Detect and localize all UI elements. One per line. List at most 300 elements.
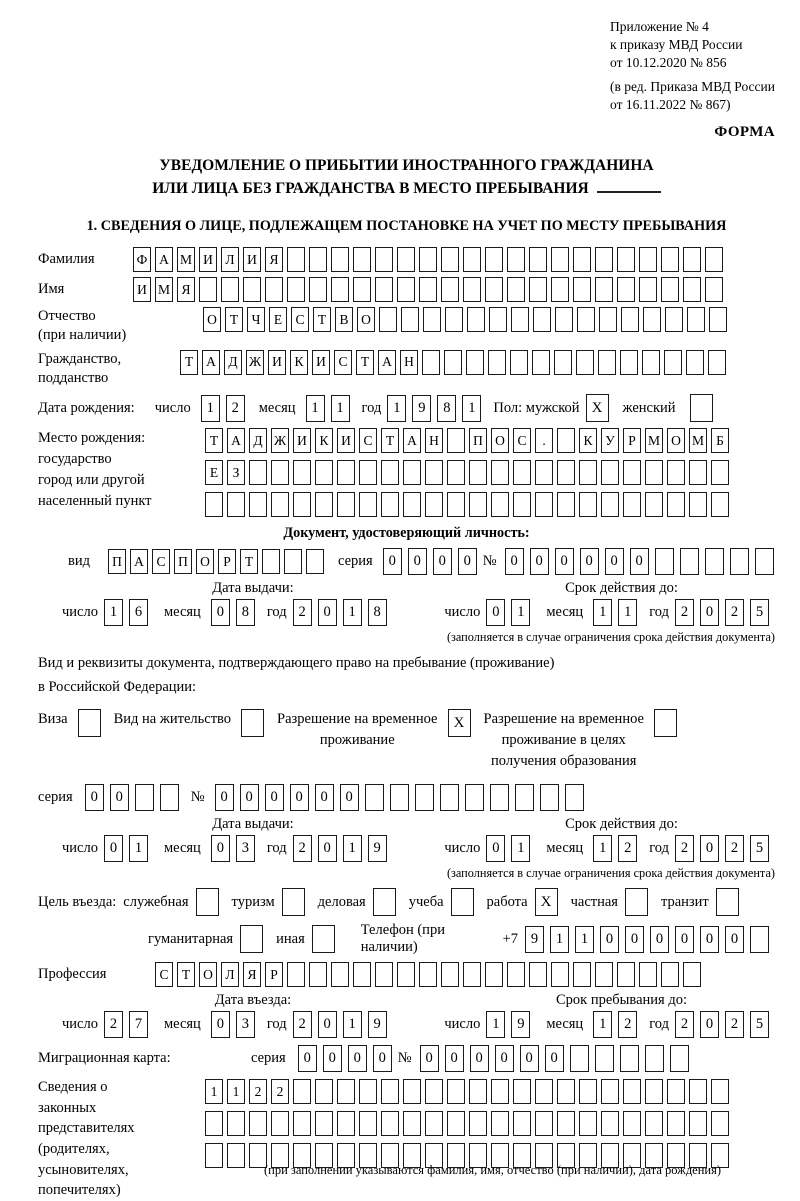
char-box[interactable] <box>554 350 572 375</box>
char-box[interactable]: 2 <box>618 1011 637 1038</box>
char-box[interactable]: 2 <box>293 599 312 626</box>
char-box[interactable]: 0 <box>486 835 505 862</box>
char-box[interactable] <box>425 1111 443 1136</box>
char-box[interactable]: 0 <box>373 1045 392 1072</box>
char-box[interactable] <box>293 460 311 485</box>
char-box[interactable]: 5 <box>750 1011 769 1038</box>
char-box[interactable] <box>293 1111 311 1136</box>
char-box[interactable] <box>573 962 591 987</box>
char-box[interactable]: Д <box>224 350 242 375</box>
char-box[interactable] <box>227 1143 245 1168</box>
char-box[interactable] <box>287 247 305 272</box>
char-box[interactable]: 0 <box>470 1045 489 1072</box>
char-box[interactable]: Я <box>177 277 195 302</box>
char-box[interactable]: 0 <box>630 548 649 575</box>
char-box[interactable]: 1 <box>618 599 637 626</box>
visa-checkbox[interactable] <box>78 709 101 737</box>
char-box[interactable] <box>491 492 509 517</box>
purpose-humanitarian-checkbox[interactable] <box>240 925 263 953</box>
char-box[interactable]: 9 <box>368 835 387 862</box>
char-box[interactable] <box>243 277 261 302</box>
char-box[interactable]: Е <box>205 460 223 485</box>
char-box[interactable] <box>205 1111 223 1136</box>
char-box[interactable]: 0 <box>458 548 477 575</box>
char-box[interactable] <box>599 307 617 332</box>
char-box[interactable]: П <box>174 549 192 574</box>
char-box[interactable] <box>511 307 529 332</box>
char-box[interactable] <box>415 784 434 811</box>
char-box[interactable]: М <box>177 247 195 272</box>
char-box[interactable] <box>579 460 597 485</box>
char-box[interactable] <box>711 460 729 485</box>
char-box[interactable] <box>705 247 723 272</box>
char-box[interactable]: 0 <box>650 926 669 953</box>
char-box[interactable] <box>535 1079 553 1104</box>
char-box[interactable] <box>375 962 393 987</box>
char-box[interactable] <box>425 460 443 485</box>
char-box[interactable]: И <box>133 277 151 302</box>
char-box[interactable]: 1 <box>387 395 406 422</box>
char-box[interactable]: Т <box>356 350 374 375</box>
char-box[interactable]: 1 <box>306 395 325 422</box>
char-box[interactable] <box>711 1079 729 1104</box>
char-box[interactable] <box>507 962 525 987</box>
char-box[interactable]: С <box>334 350 352 375</box>
char-box[interactable] <box>379 307 397 332</box>
char-box[interactable] <box>687 307 705 332</box>
char-box[interactable]: И <box>268 350 286 375</box>
char-box[interactable] <box>680 548 699 575</box>
char-box[interactable] <box>425 1079 443 1104</box>
char-box[interactable]: Е <box>269 307 287 332</box>
purpose-work-checkbox[interactable]: X <box>535 888 558 916</box>
char-box[interactable] <box>287 962 305 987</box>
char-box[interactable] <box>331 277 349 302</box>
char-box[interactable] <box>353 247 371 272</box>
char-box[interactable] <box>422 350 440 375</box>
char-box[interactable]: 1 <box>593 1011 612 1038</box>
char-box[interactable] <box>397 247 415 272</box>
char-box[interactable] <box>557 1079 575 1104</box>
char-box[interactable] <box>447 492 465 517</box>
char-box[interactable]: 1 <box>104 599 123 626</box>
char-box[interactable]: 0 <box>318 1011 337 1038</box>
char-box[interactable] <box>533 307 551 332</box>
char-box[interactable]: А <box>378 350 396 375</box>
char-box[interactable]: 0 <box>700 835 719 862</box>
char-box[interactable] <box>469 1079 487 1104</box>
char-box[interactable]: Н <box>400 350 418 375</box>
char-box[interactable]: 0 <box>323 1045 342 1072</box>
char-box[interactable]: 9 <box>368 1011 387 1038</box>
char-box[interactable] <box>359 1079 377 1104</box>
char-box[interactable] <box>309 962 327 987</box>
char-box[interactable]: 7 <box>129 1011 148 1038</box>
char-box[interactable]: О <box>199 962 217 987</box>
char-box[interactable] <box>689 1111 707 1136</box>
char-box[interactable] <box>555 307 573 332</box>
char-box[interactable] <box>513 1079 531 1104</box>
char-box[interactable] <box>287 277 305 302</box>
char-box[interactable]: С <box>155 962 173 987</box>
char-box[interactable] <box>447 428 465 453</box>
char-box[interactable]: 2 <box>226 395 245 422</box>
char-box[interactable] <box>540 784 559 811</box>
char-box[interactable] <box>419 277 437 302</box>
char-box[interactable] <box>510 350 528 375</box>
char-box[interactable]: Ж <box>246 350 264 375</box>
char-box[interactable]: 0 <box>211 835 230 862</box>
char-box[interactable]: О <box>491 428 509 453</box>
char-box[interactable]: Я <box>243 962 261 987</box>
char-box[interactable] <box>359 1111 377 1136</box>
char-box[interactable] <box>441 962 459 987</box>
char-box[interactable] <box>381 1079 399 1104</box>
char-box[interactable]: 0 <box>605 548 624 575</box>
char-box[interactable] <box>331 247 349 272</box>
char-box[interactable] <box>265 277 283 302</box>
char-box[interactable]: А <box>130 549 148 574</box>
char-box[interactable]: 0 <box>700 599 719 626</box>
char-box[interactable]: К <box>579 428 597 453</box>
char-box[interactable] <box>665 307 683 332</box>
char-box[interactable] <box>463 247 481 272</box>
char-box[interactable] <box>686 350 704 375</box>
char-box[interactable]: 0 <box>675 926 694 953</box>
char-box[interactable] <box>623 492 641 517</box>
char-box[interactable]: К <box>315 428 333 453</box>
char-box[interactable] <box>598 350 616 375</box>
char-box[interactable]: 9 <box>525 926 544 953</box>
char-box[interactable]: 2 <box>104 1011 123 1038</box>
char-box[interactable] <box>617 962 635 987</box>
char-box[interactable] <box>199 277 217 302</box>
char-box[interactable] <box>601 1079 619 1104</box>
char-box[interactable] <box>689 492 707 517</box>
char-box[interactable] <box>337 1111 355 1136</box>
char-box[interactable] <box>617 247 635 272</box>
char-box[interactable]: 0 <box>340 784 359 811</box>
char-box[interactable]: 0 <box>290 784 309 811</box>
char-box[interactable] <box>440 784 459 811</box>
char-box[interactable] <box>711 492 729 517</box>
char-box[interactable] <box>667 1111 685 1136</box>
char-box[interactable]: С <box>152 549 170 574</box>
purpose-tourism-checkbox[interactable] <box>282 888 305 916</box>
char-box[interactable]: И <box>312 350 330 375</box>
char-box[interactable]: О <box>357 307 375 332</box>
char-box[interactable] <box>441 247 459 272</box>
char-box[interactable] <box>489 307 507 332</box>
char-box[interactable] <box>645 1079 663 1104</box>
char-box[interactable] <box>365 784 384 811</box>
char-box[interactable]: 0 <box>725 926 744 953</box>
char-box[interactable]: 0 <box>495 1045 514 1072</box>
char-box[interactable]: А <box>403 428 421 453</box>
char-box[interactable] <box>375 277 393 302</box>
char-box[interactable] <box>705 548 724 575</box>
char-box[interactable] <box>708 350 726 375</box>
char-box[interactable]: 2 <box>675 835 694 862</box>
char-box[interactable] <box>463 277 481 302</box>
char-box[interactable] <box>205 492 223 517</box>
char-box[interactable] <box>337 460 355 485</box>
char-box[interactable]: М <box>645 428 663 453</box>
purpose-other-checkbox[interactable] <box>312 925 335 953</box>
char-box[interactable] <box>705 277 723 302</box>
char-box[interactable] <box>620 350 638 375</box>
char-box[interactable] <box>381 1111 399 1136</box>
char-box[interactable] <box>337 492 355 517</box>
char-box[interactable]: А <box>155 247 173 272</box>
char-box[interactable] <box>485 277 503 302</box>
char-box[interactable] <box>337 1079 355 1104</box>
char-box[interactable]: 0 <box>110 784 129 811</box>
char-box[interactable] <box>403 1079 421 1104</box>
char-box[interactable] <box>667 492 685 517</box>
char-box[interactable]: 2 <box>725 835 744 862</box>
char-box[interactable] <box>284 549 302 574</box>
char-box[interactable]: 0 <box>486 599 505 626</box>
char-box[interactable] <box>249 1111 267 1136</box>
char-box[interactable] <box>621 307 639 332</box>
char-box[interactable] <box>557 1111 575 1136</box>
char-box[interactable]: 2 <box>675 1011 694 1038</box>
char-box[interactable] <box>419 247 437 272</box>
char-box[interactable] <box>262 549 280 574</box>
char-box[interactable] <box>529 962 547 987</box>
char-box[interactable] <box>576 350 594 375</box>
char-box[interactable] <box>271 460 289 485</box>
char-box[interactable]: П <box>469 428 487 453</box>
char-box[interactable] <box>565 784 584 811</box>
char-box[interactable] <box>403 492 421 517</box>
char-box[interactable] <box>579 492 597 517</box>
purpose-commercial-checkbox[interactable] <box>373 888 396 916</box>
char-box[interactable] <box>570 1045 589 1072</box>
char-box[interactable] <box>359 460 377 485</box>
char-box[interactable]: 1 <box>227 1079 245 1104</box>
char-box[interactable] <box>205 1143 223 1168</box>
char-box[interactable]: Р <box>265 962 283 987</box>
char-box[interactable] <box>645 1045 664 1072</box>
char-box[interactable] <box>485 247 503 272</box>
char-box[interactable] <box>419 962 437 987</box>
sex-female-checkbox[interactable] <box>690 394 713 422</box>
char-box[interactable]: Р <box>623 428 641 453</box>
char-box[interactable]: У <box>601 428 619 453</box>
char-box[interactable] <box>709 307 727 332</box>
char-box[interactable]: Т <box>177 962 195 987</box>
char-box[interactable]: 0 <box>104 835 123 862</box>
char-box[interactable]: 1 <box>486 1011 505 1038</box>
char-box[interactable] <box>447 1079 465 1104</box>
char-box[interactable] <box>441 277 459 302</box>
char-box[interactable]: 0 <box>530 548 549 575</box>
char-box[interactable]: 9 <box>412 395 431 422</box>
char-box[interactable] <box>639 247 657 272</box>
char-box[interactable] <box>595 277 613 302</box>
char-box[interactable] <box>579 1079 597 1104</box>
char-box[interactable] <box>249 460 267 485</box>
char-box[interactable]: Р <box>218 549 236 574</box>
char-box[interactable] <box>507 247 525 272</box>
char-box[interactable]: З <box>227 460 245 485</box>
purpose-transit-checkbox[interactable] <box>716 888 739 916</box>
char-box[interactable]: 1 <box>462 395 481 422</box>
char-box[interactable] <box>227 492 245 517</box>
char-box[interactable] <box>623 1111 641 1136</box>
char-box[interactable] <box>469 1111 487 1136</box>
char-box[interactable]: К <box>290 350 308 375</box>
char-box[interactable]: 1 <box>129 835 148 862</box>
char-box[interactable]: 9 <box>511 1011 530 1038</box>
char-box[interactable] <box>491 460 509 485</box>
purpose-study-checkbox[interactable] <box>451 888 474 916</box>
char-box[interactable] <box>353 962 371 987</box>
char-box[interactable] <box>535 1111 553 1136</box>
char-box[interactable]: 0 <box>265 784 284 811</box>
char-box[interactable]: 0 <box>600 926 619 953</box>
char-box[interactable] <box>577 307 595 332</box>
char-box[interactable]: О <box>203 307 221 332</box>
char-box[interactable] <box>513 1111 531 1136</box>
char-box[interactable] <box>397 277 415 302</box>
char-box[interactable]: 2 <box>675 599 694 626</box>
char-box[interactable] <box>661 247 679 272</box>
char-box[interactable] <box>595 247 613 272</box>
char-box[interactable] <box>573 277 591 302</box>
char-box[interactable] <box>390 784 409 811</box>
char-box[interactable]: С <box>513 428 531 453</box>
char-box[interactable] <box>271 492 289 517</box>
char-box[interactable]: 0 <box>505 548 524 575</box>
char-box[interactable] <box>532 350 550 375</box>
purpose-business-checkbox[interactable] <box>196 888 219 916</box>
char-box[interactable]: 2 <box>271 1079 289 1104</box>
char-box[interactable] <box>655 548 674 575</box>
char-box[interactable]: 0 <box>318 835 337 862</box>
char-box[interactable] <box>485 962 503 987</box>
char-box[interactable] <box>557 492 575 517</box>
char-box[interactable] <box>601 492 619 517</box>
char-box[interactable]: 0 <box>625 926 644 953</box>
char-box[interactable] <box>639 962 657 987</box>
char-box[interactable]: 2 <box>293 1011 312 1038</box>
char-box[interactable]: 0 <box>700 926 719 953</box>
char-box[interactable] <box>750 926 769 953</box>
char-box[interactable] <box>293 492 311 517</box>
char-box[interactable] <box>551 247 569 272</box>
char-box[interactable]: 1 <box>343 1011 362 1038</box>
char-box[interactable]: 2 <box>249 1079 267 1104</box>
char-box[interactable]: 0 <box>700 1011 719 1038</box>
purpose-private-checkbox[interactable] <box>625 888 648 916</box>
char-box[interactable]: Н <box>425 428 443 453</box>
char-box[interactable]: И <box>199 247 217 272</box>
char-box[interactable] <box>515 784 534 811</box>
char-box[interactable] <box>620 1045 639 1072</box>
char-box[interactable] <box>469 492 487 517</box>
char-box[interactable]: 3 <box>236 835 255 862</box>
char-box[interactable] <box>595 1045 614 1072</box>
char-box[interactable]: 8 <box>437 395 456 422</box>
char-box[interactable] <box>315 1079 333 1104</box>
char-box[interactable] <box>359 492 377 517</box>
char-box[interactable] <box>227 1111 245 1136</box>
residence-permit-checkbox[interactable] <box>241 709 264 737</box>
char-box[interactable]: Т <box>381 428 399 453</box>
char-box[interactable] <box>755 548 774 575</box>
char-box[interactable]: 2 <box>293 835 312 862</box>
char-box[interactable] <box>381 460 399 485</box>
char-box[interactable] <box>315 1111 333 1136</box>
rvp-education-checkbox[interactable] <box>654 709 677 737</box>
char-box[interactable]: А <box>227 428 245 453</box>
char-box[interactable]: С <box>291 307 309 332</box>
char-box[interactable] <box>306 549 324 574</box>
char-box[interactable] <box>529 277 547 302</box>
char-box[interactable] <box>601 1111 619 1136</box>
char-box[interactable]: Т <box>205 428 223 453</box>
char-box[interactable]: Л <box>221 247 239 272</box>
char-box[interactable] <box>683 277 701 302</box>
char-box[interactable]: П <box>108 549 126 574</box>
char-box[interactable]: Т <box>180 350 198 375</box>
char-box[interactable]: Я <box>265 247 283 272</box>
char-box[interactable]: И <box>243 247 261 272</box>
char-box[interactable] <box>557 428 575 453</box>
char-box[interactable]: 1 <box>575 926 594 953</box>
char-box[interactable] <box>664 350 682 375</box>
char-box[interactable] <box>315 492 333 517</box>
char-box[interactable] <box>557 460 575 485</box>
char-box[interactable] <box>535 492 553 517</box>
char-box[interactable] <box>623 1079 641 1104</box>
char-box[interactable]: 1 <box>331 395 350 422</box>
char-box[interactable]: Т <box>240 549 258 574</box>
char-box[interactable]: 0 <box>211 599 230 626</box>
char-box[interactable] <box>551 962 569 987</box>
char-box[interactable] <box>135 784 154 811</box>
char-box[interactable]: Т <box>313 307 331 332</box>
char-box[interactable] <box>579 1111 597 1136</box>
char-box[interactable]: 1 <box>511 835 530 862</box>
char-box[interactable] <box>466 350 484 375</box>
char-box[interactable] <box>425 492 443 517</box>
char-box[interactable]: 0 <box>85 784 104 811</box>
char-box[interactable] <box>271 1111 289 1136</box>
char-box[interactable]: 5 <box>750 835 769 862</box>
char-box[interactable] <box>444 350 462 375</box>
char-box[interactable] <box>293 1079 311 1104</box>
char-box[interactable] <box>375 247 393 272</box>
char-box[interactable] <box>331 962 349 987</box>
char-box[interactable] <box>643 307 661 332</box>
char-box[interactable]: 2 <box>618 835 637 862</box>
char-box[interactable]: 1 <box>343 835 362 862</box>
char-box[interactable]: 8 <box>236 599 255 626</box>
char-box[interactable]: 0 <box>580 548 599 575</box>
char-box[interactable]: 2 <box>725 599 744 626</box>
char-box[interactable]: 6 <box>129 599 148 626</box>
char-box[interactable] <box>730 548 749 575</box>
char-box[interactable]: О <box>667 428 685 453</box>
char-box[interactable] <box>670 1045 689 1072</box>
char-box[interactable]: 0 <box>348 1045 367 1072</box>
char-box[interactable]: Ч <box>247 307 265 332</box>
char-box[interactable]: А <box>202 350 220 375</box>
